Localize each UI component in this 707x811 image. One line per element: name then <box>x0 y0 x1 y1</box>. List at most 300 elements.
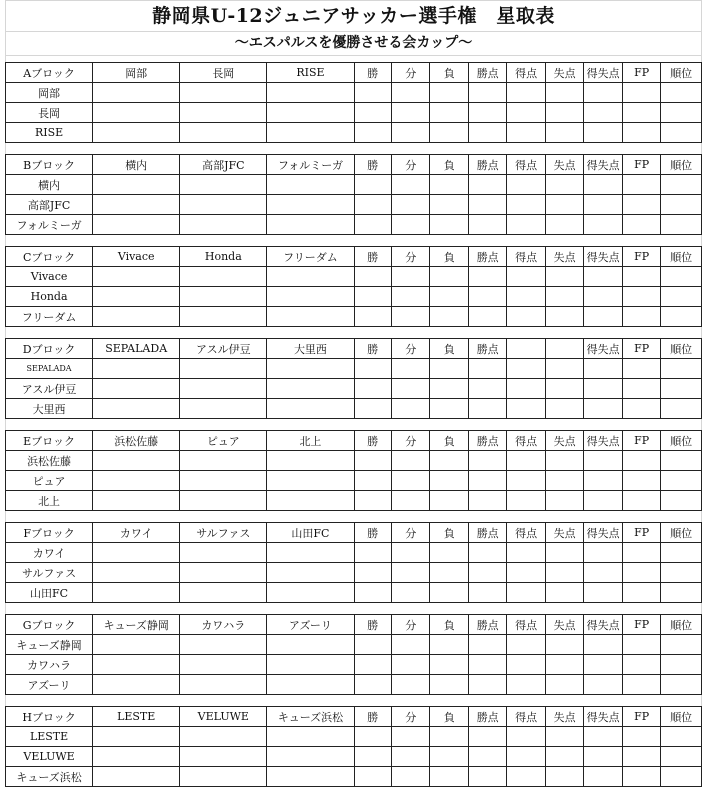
result-cell <box>584 727 622 747</box>
result-cell <box>267 675 354 695</box>
result-cell <box>267 379 354 399</box>
team-row <box>6 379 702 399</box>
stat-header: 勝 <box>354 431 391 451</box>
result-cell <box>545 491 583 511</box>
result-cell <box>354 215 391 235</box>
result-cell <box>545 83 583 103</box>
result-cell <box>93 175 180 195</box>
result-cell <box>507 675 545 695</box>
result-cell <box>391 215 429 235</box>
result-cell <box>93 675 180 695</box>
result-cell <box>622 83 660 103</box>
block-b <box>5 154 702 235</box>
opponent-header: LESTE <box>93 707 180 727</box>
stat-header: 得点 <box>507 247 545 267</box>
stat-header: 分 <box>391 155 429 175</box>
stat-header: 得失点 <box>584 431 622 451</box>
result-cell <box>391 267 429 287</box>
block-c <box>5 246 702 327</box>
opponent-header: SEPALADA <box>93 339 180 359</box>
result-cell <box>622 491 660 511</box>
result-cell <box>180 747 267 767</box>
stat-header: 得点 <box>507 63 545 83</box>
block-spacer <box>5 235 702 246</box>
block-table <box>5 522 702 603</box>
team-name: 山田FC <box>6 583 93 603</box>
result-cell <box>545 267 583 287</box>
team-row <box>6 543 702 563</box>
result-cell <box>93 399 180 419</box>
result-cell <box>507 83 545 103</box>
team-row <box>6 747 702 767</box>
result-cell <box>507 195 545 215</box>
stat-header: 失点 <box>545 707 583 727</box>
result-cell <box>430 655 468 675</box>
team-name: カワハラ <box>6 655 93 675</box>
result-cell <box>267 359 354 379</box>
result-cell <box>507 491 545 511</box>
result-cell <box>468 767 506 787</box>
result-cell <box>545 635 583 655</box>
stat-header: 順位 <box>661 523 702 543</box>
result-cell <box>622 747 660 767</box>
result-cell <box>584 379 622 399</box>
result-cell <box>180 471 267 491</box>
stat-header: 負 <box>430 155 468 175</box>
standings-sheet <box>5 0 702 787</box>
result-cell <box>545 747 583 767</box>
result-cell <box>180 83 267 103</box>
opponent-header: 高部JFC <box>180 155 267 175</box>
team-row <box>6 215 702 235</box>
block-spacer <box>5 327 702 338</box>
result-cell <box>180 767 267 787</box>
result-cell <box>391 543 429 563</box>
result-cell <box>93 359 180 379</box>
result-cell <box>584 471 622 491</box>
result-cell <box>430 767 468 787</box>
team-name: 横内 <box>6 175 93 195</box>
block-name: Cブロック <box>6 247 93 267</box>
stat-header: 分 <box>391 247 429 267</box>
result-cell <box>468 583 506 603</box>
result-cell <box>507 727 545 747</box>
result-cell <box>507 767 545 787</box>
result-cell <box>354 195 391 215</box>
result-cell <box>180 175 267 195</box>
result-cell <box>430 635 468 655</box>
result-cell <box>430 83 468 103</box>
result-cell <box>354 747 391 767</box>
result-cell <box>661 103 702 123</box>
result-cell <box>354 767 391 787</box>
result-cell <box>267 747 354 767</box>
result-cell <box>267 655 354 675</box>
result-cell <box>430 491 468 511</box>
result-cell <box>507 747 545 767</box>
result-cell <box>507 379 545 399</box>
result-cell <box>354 727 391 747</box>
stat-header: 失点 <box>545 431 583 451</box>
result-cell <box>584 123 622 143</box>
stat-header: FP <box>622 523 660 543</box>
stat-header: FP <box>622 431 660 451</box>
block-e <box>5 430 702 511</box>
result-cell <box>661 123 702 143</box>
result-cell <box>430 359 468 379</box>
result-cell <box>391 103 429 123</box>
result-cell <box>468 175 506 195</box>
result-cell <box>661 767 702 787</box>
result-cell <box>545 103 583 123</box>
result-cell <box>354 543 391 563</box>
stat-header: 得点 <box>507 615 545 635</box>
result-cell <box>391 451 429 471</box>
result-cell <box>622 215 660 235</box>
result-cell <box>391 399 429 419</box>
block-header-row <box>6 155 702 175</box>
stat-header: 勝点 <box>468 247 506 267</box>
opponent-header: キューズ静岡 <box>93 615 180 635</box>
result-cell <box>622 563 660 583</box>
result-cell <box>391 307 429 327</box>
result-cell <box>584 767 622 787</box>
result-cell <box>93 83 180 103</box>
result-cell <box>93 287 180 307</box>
team-row <box>6 195 702 215</box>
result-cell <box>584 747 622 767</box>
result-cell <box>468 379 506 399</box>
result-cell <box>622 175 660 195</box>
result-cell <box>507 359 545 379</box>
block-name: Aブロック <box>6 63 93 83</box>
result-cell <box>93 123 180 143</box>
result-cell <box>468 471 506 491</box>
team-row <box>6 767 702 787</box>
block-h <box>5 706 702 787</box>
team-row <box>6 103 702 123</box>
result-cell <box>661 635 702 655</box>
result-cell <box>354 655 391 675</box>
result-cell <box>267 583 354 603</box>
result-cell <box>93 215 180 235</box>
result-cell <box>661 195 702 215</box>
result-cell <box>354 83 391 103</box>
blocks-container <box>5 62 702 787</box>
result-cell <box>430 471 468 491</box>
result-cell <box>661 491 702 511</box>
result-cell <box>180 103 267 123</box>
team-row <box>6 359 702 379</box>
team-name: 大里西 <box>6 399 93 419</box>
stat-header: FP <box>622 339 660 359</box>
result-cell <box>661 379 702 399</box>
result-cell <box>622 195 660 215</box>
team-row <box>6 563 702 583</box>
result-cell <box>354 635 391 655</box>
result-cell <box>661 747 702 767</box>
block-table <box>5 338 702 419</box>
result-cell <box>661 583 702 603</box>
stat-header: 得失点 <box>584 155 622 175</box>
stat-header: 勝 <box>354 615 391 635</box>
result-cell <box>391 175 429 195</box>
result-cell <box>267 471 354 491</box>
team-row <box>6 83 702 103</box>
result-cell <box>468 543 506 563</box>
result-cell <box>267 215 354 235</box>
stat-header: 勝点 <box>468 155 506 175</box>
result-cell <box>180 675 267 695</box>
result-cell <box>545 727 583 747</box>
block-table <box>5 614 702 695</box>
opponent-header: 岡部 <box>93 63 180 83</box>
stat-header: 勝 <box>354 247 391 267</box>
result-cell <box>391 727 429 747</box>
stat-header: 順位 <box>661 63 702 83</box>
result-cell <box>93 747 180 767</box>
result-cell <box>267 103 354 123</box>
opponent-header: 浜松佐藤 <box>93 431 180 451</box>
result-cell <box>267 767 354 787</box>
result-cell <box>468 123 506 143</box>
stat-header: 順位 <box>661 247 702 267</box>
result-cell <box>661 83 702 103</box>
result-cell <box>93 307 180 327</box>
result-cell <box>468 195 506 215</box>
stat-header: 失点 <box>545 247 583 267</box>
result-cell <box>661 287 702 307</box>
result-cell <box>507 103 545 123</box>
opponent-header: カワイ <box>93 523 180 543</box>
result-cell <box>180 267 267 287</box>
stat-header: 得失点 <box>584 523 622 543</box>
result-cell <box>93 491 180 511</box>
result-cell <box>661 563 702 583</box>
stat-header: 負 <box>430 431 468 451</box>
result-cell <box>622 727 660 747</box>
block-spacer <box>5 143 702 154</box>
result-cell <box>180 583 267 603</box>
result-cell <box>584 675 622 695</box>
result-cell <box>93 635 180 655</box>
result-cell <box>468 215 506 235</box>
opponent-header: 北上 <box>267 431 354 451</box>
result-cell <box>93 655 180 675</box>
team-name: LESTE <box>6 727 93 747</box>
team-name: VELUWE <box>6 747 93 767</box>
result-cell <box>180 215 267 235</box>
stat-header: 分 <box>391 707 429 727</box>
stat-header: 分 <box>391 63 429 83</box>
result-cell <box>93 379 180 399</box>
team-row <box>6 583 702 603</box>
result-cell <box>354 359 391 379</box>
result-cell <box>354 123 391 143</box>
result-cell <box>622 103 660 123</box>
result-cell <box>430 563 468 583</box>
result-cell <box>507 215 545 235</box>
stat-header: 得失点 <box>584 615 622 635</box>
result-cell <box>430 307 468 327</box>
block-table <box>5 706 702 787</box>
result-cell <box>584 83 622 103</box>
result-cell <box>661 727 702 747</box>
block-name: Hブロック <box>6 707 93 727</box>
result-cell <box>391 583 429 603</box>
result-cell <box>622 379 660 399</box>
result-cell <box>584 491 622 511</box>
block-d <box>5 338 702 419</box>
stat-header: 分 <box>391 615 429 635</box>
block-table <box>5 430 702 511</box>
result-cell <box>622 543 660 563</box>
result-cell <box>622 451 660 471</box>
team-name: キューズ浜松 <box>6 767 93 787</box>
result-cell <box>622 359 660 379</box>
stat-header: 勝 <box>354 63 391 83</box>
result-cell <box>584 635 622 655</box>
stat-header: 勝点 <box>468 431 506 451</box>
result-cell <box>545 379 583 399</box>
stat-header: 分 <box>391 339 429 359</box>
result-cell <box>430 675 468 695</box>
result-cell <box>468 451 506 471</box>
result-cell <box>354 399 391 419</box>
result-cell <box>267 727 354 747</box>
block-name: Dブロック <box>6 339 93 359</box>
result-cell <box>545 399 583 419</box>
result-cell <box>507 471 545 491</box>
result-cell <box>545 471 583 491</box>
result-cell <box>622 471 660 491</box>
block-header-row <box>6 247 702 267</box>
team-row <box>6 267 702 287</box>
opponent-header: フォルミーガ <box>267 155 354 175</box>
team-name: フリーダム <box>6 307 93 327</box>
result-cell <box>180 727 267 747</box>
team-name: Honda <box>6 287 93 307</box>
result-cell <box>545 123 583 143</box>
result-cell <box>661 451 702 471</box>
result-cell <box>180 379 267 399</box>
result-cell <box>468 267 506 287</box>
result-cell <box>507 267 545 287</box>
result-cell <box>584 359 622 379</box>
opponent-header: サルファス <box>180 523 267 543</box>
result-cell <box>391 655 429 675</box>
result-cell <box>391 83 429 103</box>
result-cell <box>267 123 354 143</box>
result-cell <box>267 451 354 471</box>
result-cell <box>661 215 702 235</box>
result-cell <box>267 287 354 307</box>
result-cell <box>430 287 468 307</box>
result-cell <box>267 635 354 655</box>
result-cell <box>545 175 583 195</box>
result-cell <box>391 379 429 399</box>
team-name: ピュア <box>6 471 93 491</box>
stat-header: 順位 <box>661 707 702 727</box>
block-header-row <box>6 63 702 83</box>
team-row <box>6 655 702 675</box>
result-cell <box>468 747 506 767</box>
result-cell <box>507 123 545 143</box>
result-cell <box>354 267 391 287</box>
page-subtitle: 〜エスパルスを優勝させる会カップ〜 <box>5 31 702 56</box>
result-cell <box>622 287 660 307</box>
result-cell <box>391 675 429 695</box>
result-cell <box>507 563 545 583</box>
team-name: アズーリ <box>6 675 93 695</box>
stat-header: 負 <box>430 523 468 543</box>
result-cell <box>622 655 660 675</box>
team-row <box>6 635 702 655</box>
block-spacer <box>5 419 702 430</box>
result-cell <box>584 267 622 287</box>
result-cell <box>391 195 429 215</box>
result-cell <box>93 727 180 747</box>
stat-header: FP <box>622 707 660 727</box>
block-name: Gブロック <box>6 615 93 635</box>
result-cell <box>354 563 391 583</box>
result-cell <box>661 655 702 675</box>
result-cell <box>584 307 622 327</box>
result-cell <box>661 359 702 379</box>
result-cell <box>584 563 622 583</box>
result-cell <box>180 635 267 655</box>
stat-header: FP <box>622 63 660 83</box>
result-cell <box>545 767 583 787</box>
result-cell <box>267 267 354 287</box>
team-row <box>6 491 702 511</box>
result-cell <box>180 451 267 471</box>
result-cell <box>468 727 506 747</box>
team-name: キューズ静岡 <box>6 635 93 655</box>
block-header-row <box>6 339 702 359</box>
stat-header: FP <box>622 247 660 267</box>
result-cell <box>354 307 391 327</box>
stat-header: 勝点 <box>468 707 506 727</box>
result-cell <box>584 543 622 563</box>
stat-header: 失点 <box>545 155 583 175</box>
team-row <box>6 307 702 327</box>
result-cell <box>584 583 622 603</box>
team-row <box>6 123 702 143</box>
result-cell <box>622 399 660 419</box>
team-name: アスル伊豆 <box>6 379 93 399</box>
result-cell <box>430 543 468 563</box>
opponent-header: カワハラ <box>180 615 267 635</box>
stat-header: 得点 <box>507 707 545 727</box>
stat-header: 順位 <box>661 615 702 635</box>
result-cell <box>180 195 267 215</box>
team-row <box>6 675 702 695</box>
result-cell <box>391 491 429 511</box>
stat-header: FP <box>622 155 660 175</box>
result-cell <box>430 175 468 195</box>
result-cell <box>180 563 267 583</box>
block-spacer <box>5 603 702 614</box>
opponent-header: アズーリ <box>267 615 354 635</box>
opponent-header: 山田FC <box>267 523 354 543</box>
result-cell <box>507 307 545 327</box>
opponent-header: 大里西 <box>267 339 354 359</box>
result-cell <box>391 287 429 307</box>
result-cell <box>661 307 702 327</box>
block-header-row <box>6 431 702 451</box>
block-g <box>5 614 702 695</box>
